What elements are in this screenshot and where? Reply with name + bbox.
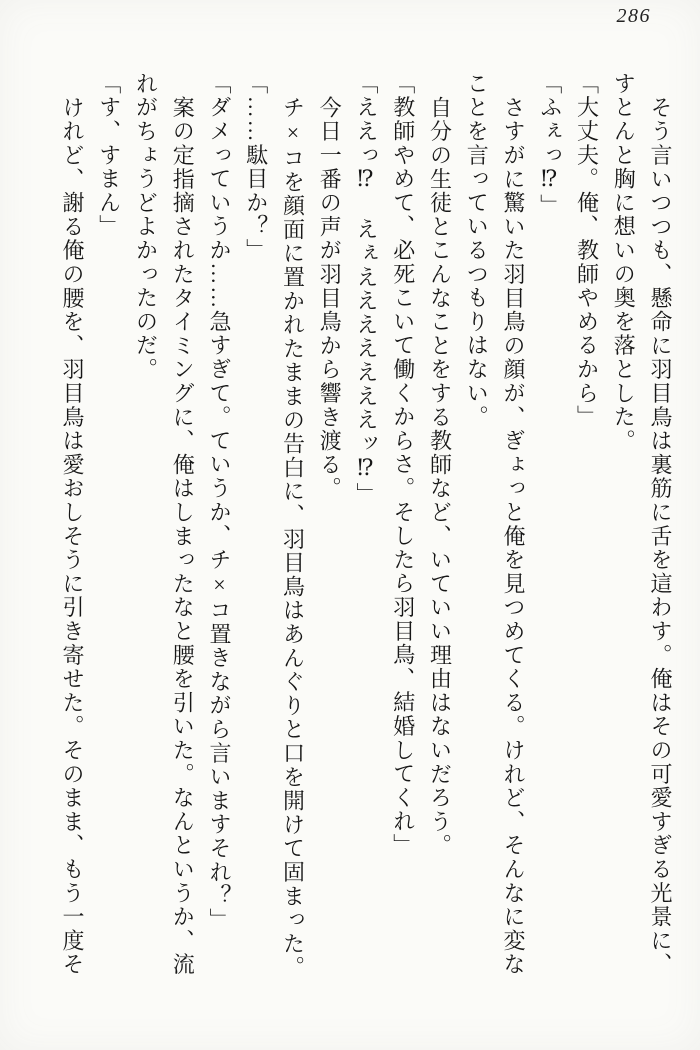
paragraph-line: 「ダメっていうか……急すぎて。ていうか、チ×コ置きながら言いますそれ？」 (207, 72, 232, 932)
paragraph-line: 自分の生徒とこんなことをする教師など、いていい理由はないだろう。 (427, 95, 453, 858)
paragraph-line: さすがに驚いた羽目鳥の顔が、ぎょっと俺を見つめてくる。けれど、そんなに変なことを言っているつもりはない。 (464, 72, 526, 977)
paragraph-line: 「大丈夫。俺、教師やめるから」 (574, 72, 600, 429)
paragraph-line: けれど、謝る俺の腰を、羽目鳥は愛おしそうに引き寄せた。そのまま、もう一度そ (60, 95, 85, 977)
paragraph-line: 「……駄目か？」 (243, 72, 269, 263)
paragraph-line: 「す、すまん」 (96, 72, 122, 239)
paragraph-line: 「教師やめて、必死こいて働くからさ。そしたら羽目鳥、結婚してくれ」 (390, 72, 416, 858)
paragraph-line: 今日一番の声が羽目鳥から響き渡る。 (317, 95, 343, 501)
paragraph-line: チ×コを顔面に置かれたままの告白に、羽目鳥はあんぐりと口を開けて固まった。 (280, 95, 306, 980)
page-number: 286 (616, 5, 651, 27)
paragraph-line: 「ええっ⁉ えぇえええええええッ⁉」 (354, 72, 379, 507)
text-block (52, 72, 678, 980)
paragraph-line: 案の定指摘されたタイミングに、俺はしまったなと腰を引いた。なんというか、流れがちょうどよかったのだ。 (133, 72, 196, 977)
paragraph-line: そう言いつつも、懸命に羽目鳥は裏筋に舌を這わす。俺はその可愛すぎる光景に、すとんと胸に想いの奥を落とした。 (611, 72, 673, 977)
paragraph-line: 「ふぇっ⁉」 (537, 72, 563, 218)
